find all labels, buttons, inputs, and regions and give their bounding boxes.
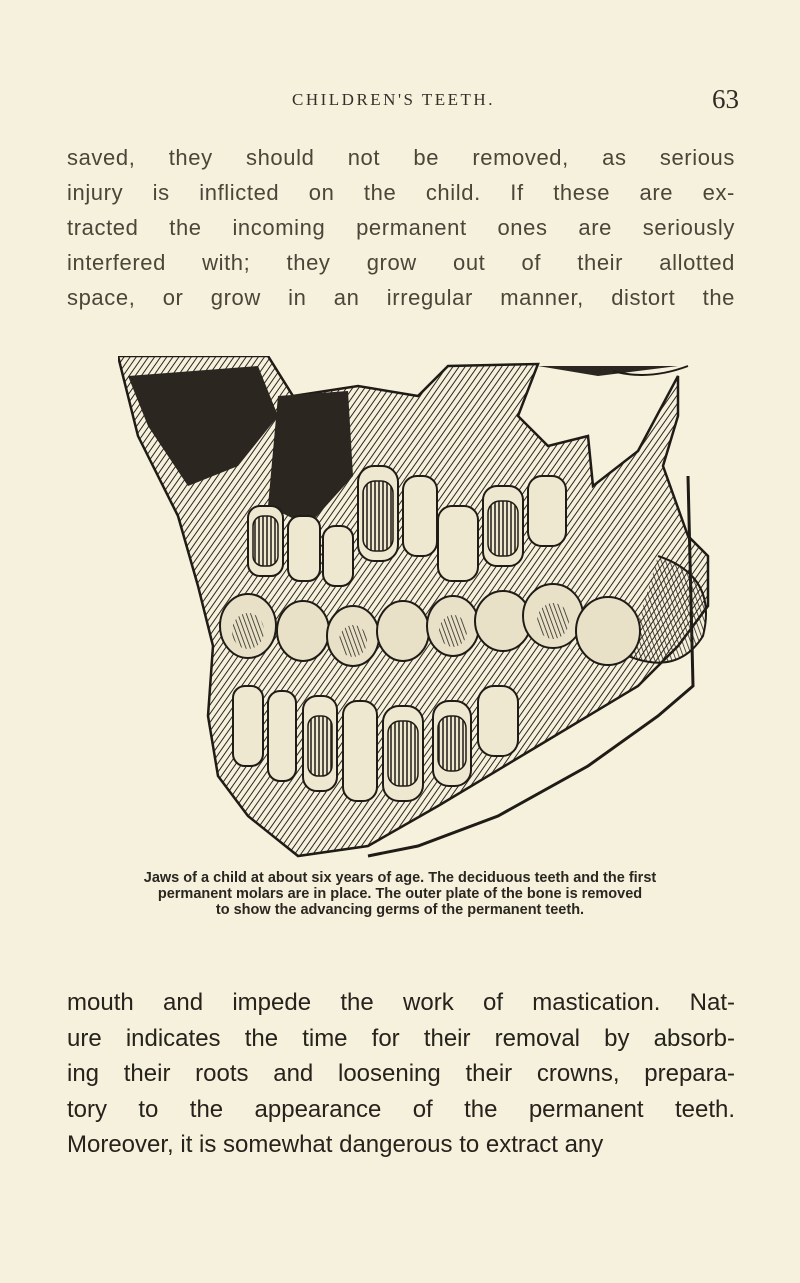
text-line: Moreover, it is somewhat dangerous to extract any <box>67 1131 604 1158</box>
running-title: CHILDREN'S TEETH. <box>292 90 495 109</box>
text-line: mouth and impede the work of mastication. Nat- <box>67 989 735 1016</box>
text-line: ure indicates the time for their removal by absorb- <box>67 1024 735 1052</box>
jaw-teeth-engraving-icon <box>118 356 718 862</box>
paragraph-top <box>67 140 735 315</box>
text-line: space, or grow in an irregular manner, distort the <box>67 285 735 310</box>
paragraph-bottom <box>67 985 735 1163</box>
text-line: interfered with; they grow out of their allotted <box>67 250 735 275</box>
page-number: 63 <box>712 84 739 114</box>
running-head <box>0 84 800 118</box>
text-line: tracted the incoming permanent ones are seriously <box>67 215 735 240</box>
caption-line: to show the advancing germs of the permanent teeth. <box>215 902 585 918</box>
figure-caption <box>60 870 740 918</box>
caption-line: permanent molars are in place. The outer plate of the bone is removed <box>157 886 643 902</box>
text-line: tory to the appearance of the permanent teeth. <box>67 1095 735 1123</box>
text-line: injury is inflicted on the child. If these are ex- <box>67 180 735 205</box>
jaw-illustration <box>118 356 718 862</box>
text-line: ing their roots and loosening their crowns, prepara- <box>67 1060 735 1087</box>
caption-line: Jaws of a child at about six years of age. The deciduous teeth and the first <box>143 870 657 886</box>
text-line: saved, they should not be removed, as serious <box>67 145 735 170</box>
